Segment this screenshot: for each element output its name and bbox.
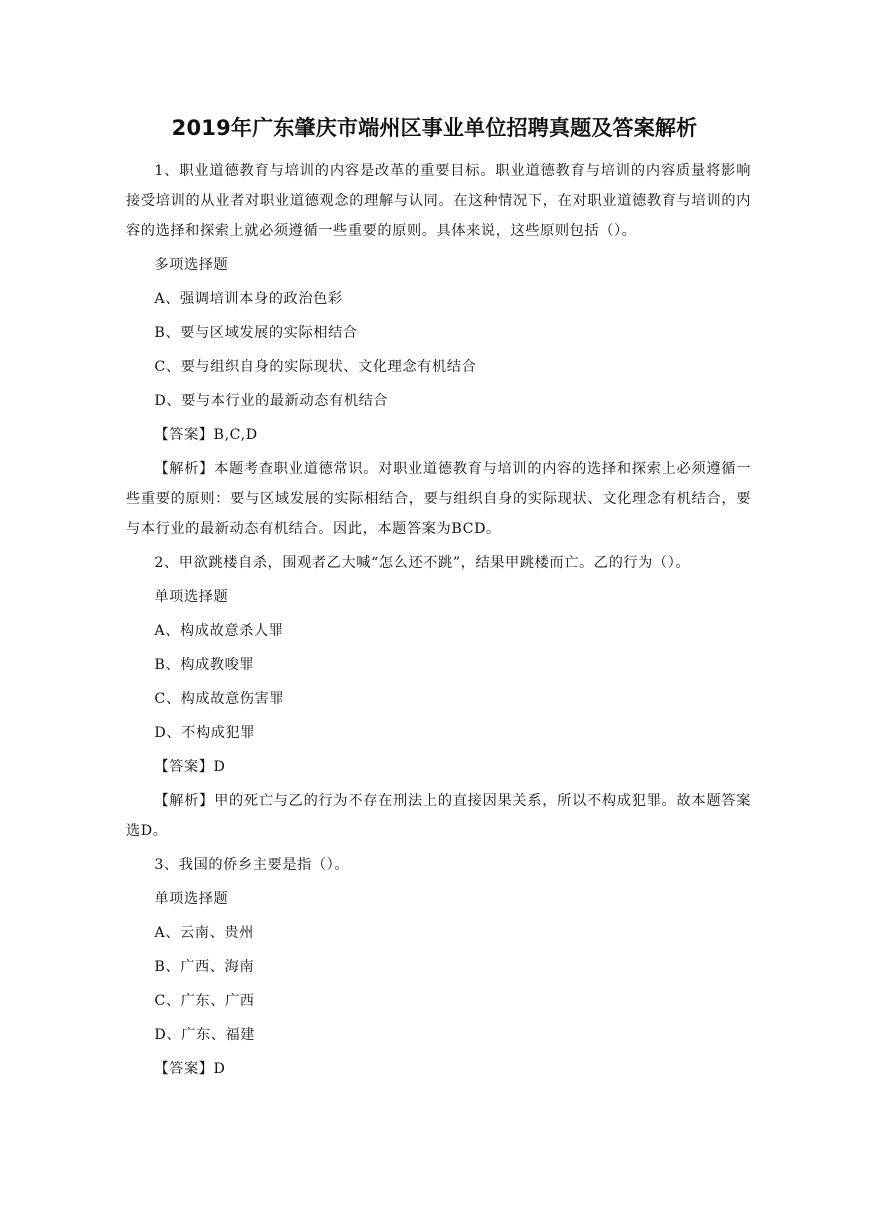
option-c: C、构成故意伤害罪 — [154, 691, 285, 707]
option-d: D、广东、福建 — [154, 1027, 256, 1043]
option-a: A、云南、贵州 — [154, 925, 254, 941]
analysis: 【解析】甲的死亡与乙的行为不存在刑法上的直接因果关系，所以不构成犯罪。故本题答案选D。 — [126, 793, 751, 839]
option-c: C、广东、广西 — [154, 993, 255, 1009]
question-type: 单项选择题 — [154, 891, 229, 907]
option-a: A、构成故意杀人罪 — [154, 623, 284, 639]
answer: 【答案】D — [154, 1061, 226, 1077]
option-d: D、要与本行业的最新动态有机结合 — [154, 393, 389, 409]
answer: 【答案】B,C,D — [154, 427, 258, 443]
document-title: 2019年广东肇庆市端州区事业单位招聘真题及答案解析 — [171, 116, 698, 140]
question-stem: 2、甲欲跳楼自杀，围观者乙大喊“怎么还不跳”，结果甲跳楼而亡。乙的行为（）。 — [154, 555, 691, 571]
question-type: 多项选择题 — [154, 257, 229, 273]
option-b: B、要与区域发展的实际相结合 — [154, 325, 358, 341]
option-a: A、强调培训本身的政治色彩 — [154, 291, 343, 307]
answer: 【答案】D — [154, 759, 226, 775]
question-stem: 3、我国的侨乡主要是指（）。 — [154, 857, 350, 873]
question-3 — [126, 850, 751, 1084]
option-d: D、不构成犯罪 — [154, 725, 256, 741]
question-2 — [126, 548, 751, 846]
analysis: 【解析】本题考查职业道德常识。对职业道德教育与培训的内容的选择和探索上必须遵循一些重要的原则：要与区域发展的实际相结合，要与组织自身的实际现状、文化理念有机结合，要与本行业的最新动态有机结合。因此，本题答案为BCD。 — [126, 461, 751, 537]
question-1 — [126, 156, 751, 544]
option-b: B、构成教唆罪 — [154, 657, 255, 673]
question-type: 单项选择题 — [154, 589, 229, 605]
question-stem: 1、职业道德教育与培训的内容是改革的重要目标。职业道德教育与培训的内容质量将影响接受培训的从业者对职业道德观念的理解与认同。在这种情况下，在对职业道德教育与培训的内容的选择和探索上就必须遵循一些重要的原则。具体来说，这些原则包括（）。 — [126, 163, 751, 239]
option-c: C、要与组织自身的实际现状、文化理念有机结合 — [154, 359, 477, 375]
option-b: B、广西、海南 — [154, 959, 255, 975]
